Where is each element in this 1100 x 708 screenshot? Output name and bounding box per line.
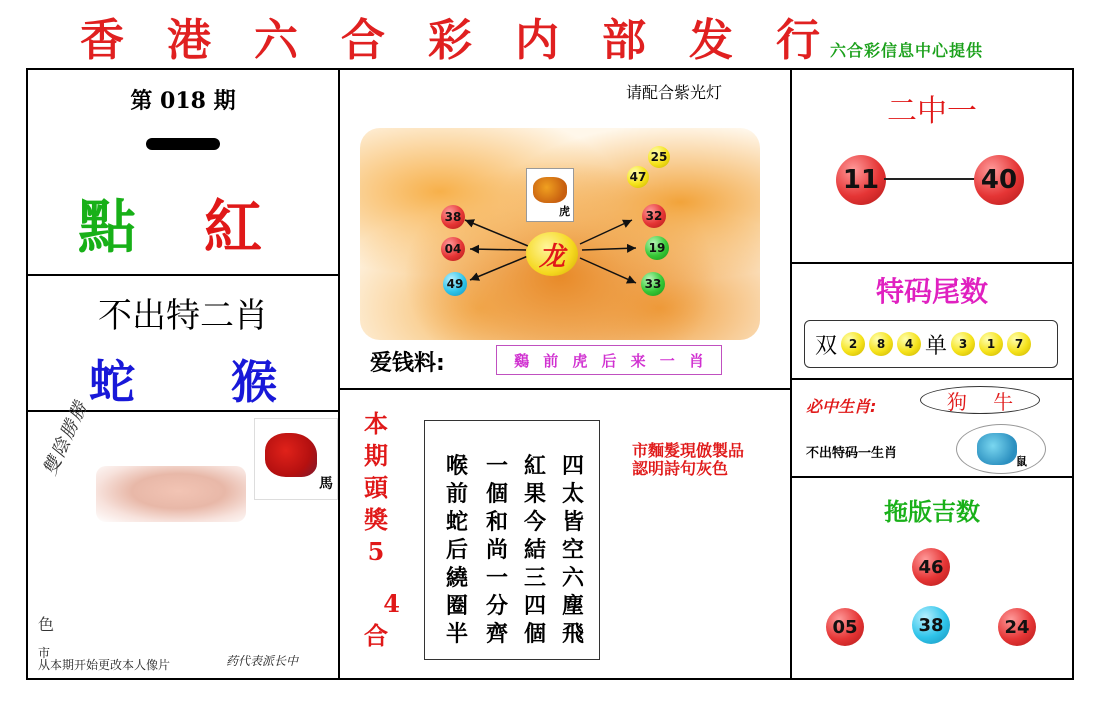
number-ball: 38 [441, 205, 465, 229]
portrait-photo [96, 466, 246, 522]
main-title [80, 6, 820, 66]
poem-char: 三 [524, 565, 547, 591]
prize-char: 期 [364, 441, 388, 470]
horse-image [254, 418, 338, 500]
number-ball: 40 [974, 155, 1024, 205]
prize-char: 獎 [364, 505, 388, 534]
title-char: 六 [254, 15, 298, 66]
poem-char: 齊 [486, 621, 509, 647]
prize-char: 5 [367, 537, 385, 566]
hint-char: 虎 [572, 351, 588, 370]
arrow [465, 220, 528, 246]
footer-line: 从本期开始更改本人像片 [38, 658, 171, 672]
hint-char: 来 [630, 351, 646, 370]
title-char: 内 [515, 15, 559, 66]
arrow [470, 249, 526, 250]
divider [338, 388, 792, 390]
poem-char: 空 [562, 537, 585, 563]
rat-icon [977, 433, 1017, 465]
number-ball: 8 [869, 332, 893, 356]
poem-char: 飛 [562, 621, 585, 647]
poem-char: 皆 [562, 509, 585, 535]
number-ball: 05 [826, 608, 864, 646]
tiger-label: 虎 [559, 205, 570, 218]
number-ball: 49 [443, 272, 467, 296]
poem-char: 四 [562, 453, 585, 479]
money-hint-box [496, 345, 722, 375]
number-ball: 04 [441, 237, 465, 261]
provider-label: 六合彩信息中心提供 [830, 41, 984, 60]
prize-char: 合 [364, 621, 388, 650]
poem-char: 紅 [524, 453, 547, 479]
poem-char: 分 [486, 593, 509, 619]
number-ball: 32 [642, 204, 666, 228]
prize-column [364, 588, 400, 652]
poem-char: 尚 [486, 537, 509, 563]
hint-char: 后 [601, 351, 617, 370]
poem-char: 太 [562, 481, 585, 507]
hong-char: 紅 [204, 193, 263, 261]
must-hit-zodiacs: 狗 牛 [920, 386, 1040, 414]
one-stroke [146, 138, 220, 150]
number-ball: 19 [645, 236, 669, 260]
poem-column [524, 452, 546, 648]
arrow [582, 248, 636, 250]
prize-char: 4 [383, 589, 400, 618]
divider [790, 68, 792, 680]
uv-light-note: 请配合紫光灯 [626, 83, 723, 102]
signature: 药代表派长中 [226, 654, 299, 668]
number-ball: 11 [836, 155, 886, 205]
prize-column [364, 408, 388, 568]
poem-char: 后 [446, 537, 469, 563]
poem-column [486, 452, 508, 648]
tiger-icon [533, 177, 567, 203]
poem-char: 蛇 [446, 509, 469, 535]
tail-number-box [804, 320, 1058, 368]
title-char: 行 [776, 15, 820, 66]
dragon-badge: 龙 [526, 232, 578, 276]
number-ball: 38 [912, 606, 950, 644]
footer-glyph: 色 [38, 615, 55, 634]
tiger-image [526, 168, 574, 222]
number-ball: 24 [998, 608, 1036, 646]
prize-char: 頭 [364, 473, 388, 502]
single-label: 单 [925, 333, 948, 359]
horse-icon [265, 433, 317, 477]
poem-char: 塵 [562, 593, 585, 619]
hint-char: 一 [659, 351, 675, 370]
divider [338, 68, 340, 680]
tail-number-title: 特码尾数 [875, 275, 988, 308]
poem-char: 喉 [446, 453, 469, 479]
divider [26, 274, 340, 276]
number-ball: 47 [627, 166, 649, 188]
footer-line: 市 [38, 646, 51, 660]
rat-label: 鼠 [1016, 455, 1027, 468]
number-ball: 1 [979, 332, 1003, 356]
rat-image [956, 424, 1046, 474]
no-special-label: 不出特码一生肖 [806, 446, 898, 461]
title-char: 香 [80, 15, 124, 66]
title-char: 部 [602, 15, 646, 66]
poem-char: 今 [524, 509, 547, 535]
dian-char: 點 [78, 193, 137, 261]
poem-char: 和 [486, 509, 509, 535]
poem-column [562, 452, 584, 648]
horse-label: 馬 [319, 476, 333, 492]
number-ball: 4 [897, 332, 921, 356]
hint-char: 鷄 [514, 351, 530, 370]
poem-char: 一 [486, 565, 509, 591]
poem-char: 半 [446, 621, 469, 647]
note-line: 認明詩句灰色 [632, 459, 729, 478]
divider [790, 476, 1074, 478]
title-char: 港 [167, 15, 211, 66]
number-ball: 2 [841, 332, 865, 356]
hint-char: 前 [543, 351, 559, 370]
prize-char: 本 [364, 409, 388, 438]
poem-char: 繞 [446, 565, 469, 591]
number-ball: 33 [641, 272, 665, 296]
poem-char: 果 [524, 481, 547, 507]
arrow [580, 220, 632, 244]
not-two-heading: 不出特二肖 [98, 296, 268, 336]
poem-char: 個 [524, 621, 547, 647]
poem-char: 結 [524, 537, 547, 563]
money-label: 爱钱料: [370, 351, 445, 376]
counterfeit-note [632, 442, 744, 478]
not-two-zodiacs: 蛇 猴 [88, 355, 317, 409]
must-hit-label: 必中生肖: [806, 397, 877, 416]
lucky-numbers-title: 拖版吉数 [884, 497, 980, 526]
arrow [580, 258, 636, 283]
poem-char: 前 [446, 481, 469, 507]
hint-char: 肖 [688, 351, 704, 370]
poem-char: 個 [486, 481, 509, 507]
handwritten-script: 雙陰勝勝 [39, 397, 93, 479]
poem-char: 四 [524, 593, 547, 619]
poem-column [446, 452, 468, 648]
two-in-one-title: 二中一 [887, 94, 977, 129]
number-ball: 3 [951, 332, 975, 356]
arrow [470, 256, 528, 280]
title-char: 发 [689, 15, 733, 66]
issue-number: 第 018 期 [130, 88, 236, 114]
note-line: 市麵髮現倣製品 [632, 441, 745, 460]
number-ball: 46 [912, 548, 950, 586]
divider [790, 262, 1074, 264]
poem-char: 圈 [446, 593, 469, 619]
poem-char: 六 [562, 565, 585, 591]
title-char: 彩 [428, 15, 472, 66]
number-ball: 7 [1007, 332, 1031, 356]
title-char: 合 [341, 15, 385, 66]
double-label: 双 [815, 333, 838, 359]
poem-char: 一 [486, 453, 509, 479]
divider [790, 378, 1074, 380]
number-ball: 25 [648, 146, 670, 168]
connector-line [884, 178, 976, 180]
